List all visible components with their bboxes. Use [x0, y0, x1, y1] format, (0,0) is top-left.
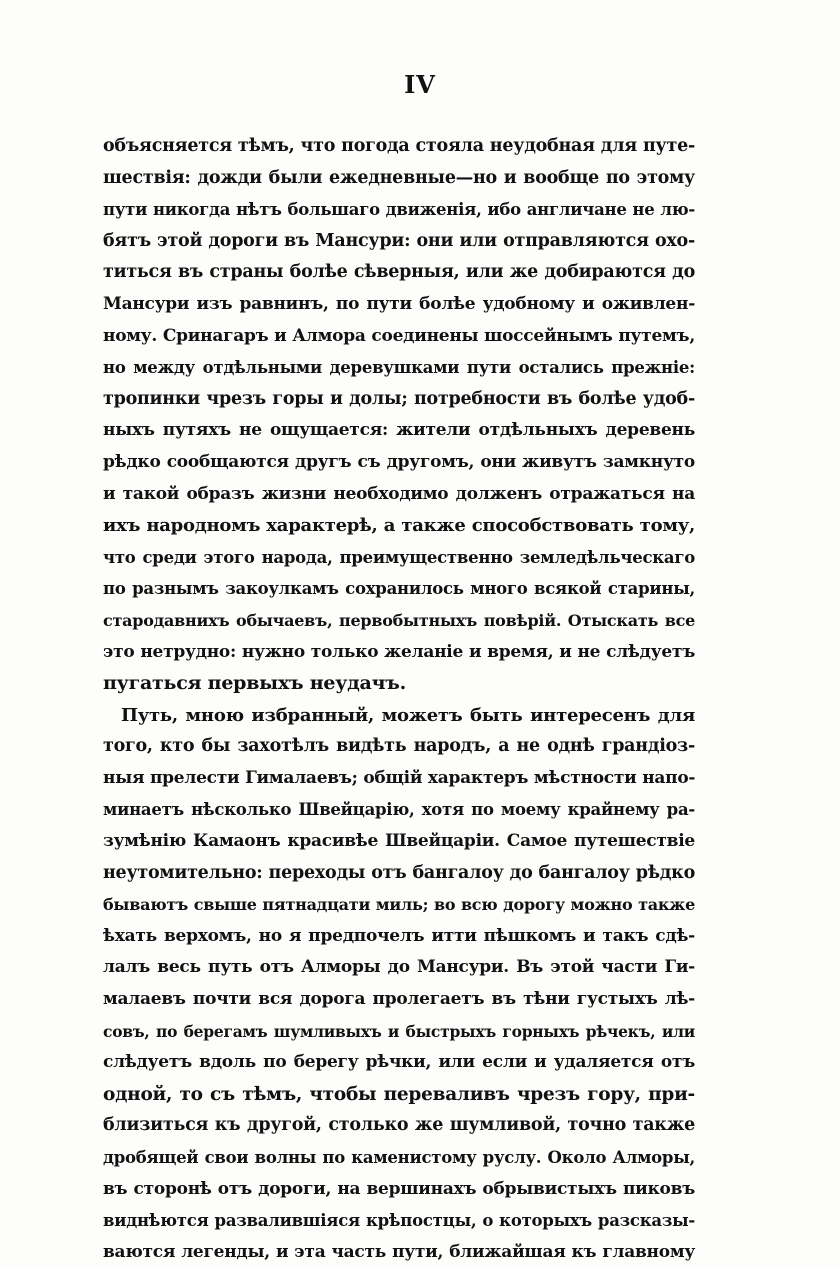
body-text — [103, 131, 695, 1268]
text-line: пути никогда нѣтъ большаго движенія, ибо англичане не лю- — [103, 200, 695, 220]
text-line: того, кто бы захотѣлъ видѣть народъ, а не однѣ грандіоз- — [103, 736, 695, 757]
text-line: ныя прелести Гималаевъ; общій характеръ мѣстности напо- — [103, 767, 696, 788]
text-line: дробящей свои волны по каменистому руслу. Около Алморы, — [103, 1148, 695, 1167]
text-line: близиться къ другой, столько же шумливой, точно также — [103, 1115, 695, 1136]
page-number: IV — [404, 70, 436, 99]
text-line: неутомительно: переходы отъ бангалоу до бангалоу рѣдко — [103, 862, 695, 883]
text-line: шествія: дожди были ежедневные—но и вообще по этому — [103, 167, 695, 188]
text-line: ихъ народномъ характерѣ, а также способствовать тому, — [103, 515, 695, 537]
text-line: ѣхать верхомъ, но я предпочелъ итти пѣшкомъ и такъ сдѣ- — [103, 925, 695, 946]
text-line: что среди этого народа, преимущественно земледѣльческаго — [103, 547, 695, 567]
text-line: но между отдѣльными деревушками пути остались прежніе: — [103, 358, 695, 378]
text-line: стародавнихъ обычаевъ, первобытныхъ повѣрій. Отыскать все — [103, 610, 695, 630]
text-line: малаевъ почти вся дорога пролегаетъ въ тѣни густыхъ лѣ- — [103, 989, 695, 1010]
paragraph-first-line: Путь, мною избранный, можетъ быть интересенъ для — [121, 704, 695, 726]
text-line: Мансури изъ равнинъ, по пути болѣе удобному и оживлен- — [103, 293, 695, 314]
text-line: въ сторонѣ отъ дороги, на вершинахъ обрывистыхъ пиковъ — [103, 1178, 695, 1199]
text-line: одной, то съ тѣмъ, чтобы переваливъ чрезъ гору, при- — [103, 1083, 695, 1105]
text-line: зумѣнію Камаонъ красивѣе Швейцаріи. Самое путешествіе — [103, 831, 695, 852]
text-line: бываютъ свыше пятнадцати миль; во всю дорогу можно также — [103, 895, 695, 915]
text-line: бятъ этой дороги въ Мансури: они или отправляются охо- — [103, 230, 695, 251]
text-line: тропинки чрезъ горы и долы; потребности въ болѣе удоб- — [103, 388, 695, 409]
text-line: ваются легенды, и эта часть пути, ближайшая къ главному — [103, 1241, 695, 1262]
text-line: титься въ страны болѣе сѣверныя, или же добираются до — [103, 262, 695, 283]
text-line: объясняется тѣмъ, что погода стояла неудобная для путе- — [103, 136, 695, 156]
text-line: лалъ весь путь отъ Алморы до Мансури. Въ этой части Ги- — [103, 957, 695, 978]
text-line: совъ, по берегамъ шумливыхъ и быстрыхъ горныхъ рѣчекъ, или — [103, 1021, 695, 1041]
text-line: минаетъ нѣсколько Швейцарію, хотя по моему крайнему ра- — [103, 800, 695, 820]
paragraph-last-line: пугаться первыхъ неудачъ. — [103, 672, 406, 695]
text-line: слѣдуетъ вдоль по берегу рѣчки, или если и удаляется отъ — [103, 1052, 695, 1073]
text-line: ныхъ путяхъ не ощущается: жители отдѣльныхъ деревень — [103, 420, 695, 441]
text-line: ному. Сринагаръ и Алмора соединены шоссейнымъ путемъ, — [103, 325, 695, 346]
text-line: и такой образъ жизни необходимо долженъ отражаться на — [103, 483, 695, 504]
text-line: рѣдко сообщаются другъ съ другомъ, они живутъ замкнуто — [103, 451, 695, 472]
text-line: виднѣются развалившіяся крѣпостцы, о которыхъ разсказы- — [103, 1211, 695, 1231]
text-line: по разнымъ закоулкамъ сохранилось много всякой старины, — [103, 579, 695, 599]
text-line: это нетрудно: нужно только желаніе и время, и не слѣдуетъ — [103, 641, 695, 662]
